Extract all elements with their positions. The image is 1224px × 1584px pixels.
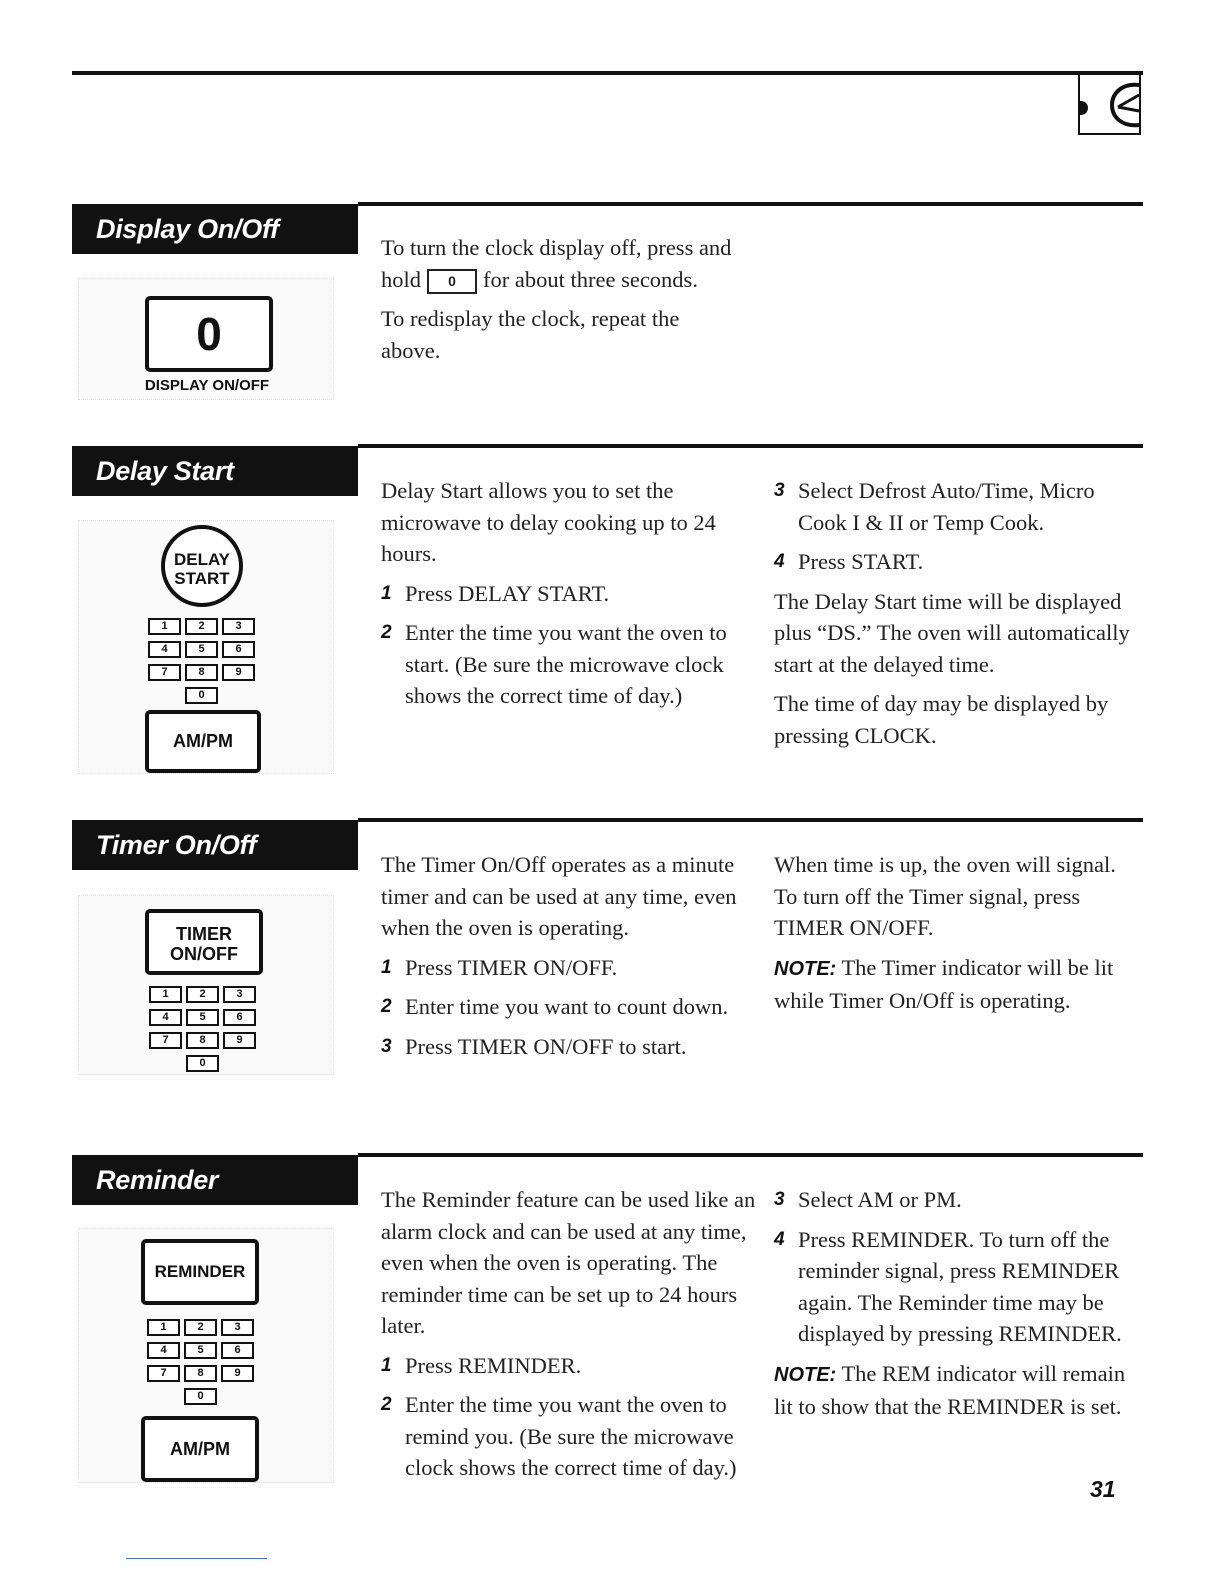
step-text: Enter time you want to count down. xyxy=(405,994,729,1019)
timer-key-line1: TIMER xyxy=(176,924,232,944)
section-title-timer: Timer On/Off xyxy=(72,820,358,870)
step-text: Press TIMER ON/OFF. xyxy=(405,954,618,980)
reminder-note xyxy=(774,1358,1144,1423)
step-number: 1 xyxy=(381,956,392,978)
delay-intro: Delay Start allows you to set the microwave to delay cooking up to 24 hours. xyxy=(381,478,716,566)
reminder-left-column xyxy=(381,1184,756,1492)
section-rule-timer xyxy=(358,818,1143,822)
numpad-key-5: 5 xyxy=(184,1342,217,1359)
step-text: Enter the time you want the oven to remind you. (Be sure the microwave clock shows the correct time of day.) xyxy=(405,1392,737,1480)
step-number: 1 xyxy=(381,1354,392,1376)
numpad-key-5: 5 xyxy=(186,1009,219,1026)
numpad-key-4: 4 xyxy=(147,1342,180,1359)
step-number: 3 xyxy=(774,1189,785,1210)
section-title-delay: Delay Start xyxy=(72,446,358,496)
delay-clock-paragraph: The time of day may be displayed by pressing CLOCK. xyxy=(774,691,1109,748)
delay-numpad xyxy=(148,618,258,708)
numpad-key-8: 8 xyxy=(186,1032,219,1049)
ampm-key: AM/PM xyxy=(145,710,261,773)
section-rule-display xyxy=(358,202,1143,206)
timer-right-column xyxy=(774,849,1129,1025)
numpad-key-1: 1 xyxy=(147,1319,180,1336)
numpad-key-9: 9 xyxy=(223,1032,256,1049)
numpad-key-1: 1 xyxy=(148,618,181,635)
numpad-key-7: 7 xyxy=(147,1365,180,1382)
reminder-right-column xyxy=(774,1184,1144,1431)
page-number: 31 xyxy=(1090,1476,1116,1502)
ampm-key: AM/PM xyxy=(141,1416,259,1482)
timer-key-line2: ON/OFF xyxy=(170,944,238,964)
numpad-key-3: 3 xyxy=(221,1319,254,1336)
step-number: 2 xyxy=(381,622,392,643)
numpad-key-3: 3 xyxy=(223,986,256,1003)
numpad-key-6: 6 xyxy=(222,641,255,658)
display-p1-text: To turn the clock display off, press and hold xyxy=(381,235,732,292)
timer-intro: The Timer On/Off operates as a minute timer and can be used at any time, even when the oven is operating. xyxy=(381,852,737,940)
step-text: Press TIMER ON/OFF to start. xyxy=(405,1033,687,1059)
display-key-illustration xyxy=(78,278,334,400)
numpad-key-8: 8 xyxy=(184,1365,217,1382)
numpad-key-8: 8 xyxy=(185,664,218,681)
step-text: Press REMINDER. xyxy=(405,1352,582,1378)
numpad-key-6: 6 xyxy=(223,1009,256,1026)
timer-step-2 xyxy=(381,991,751,1023)
reminder-key: REMINDER xyxy=(141,1239,259,1305)
reminder-step-1 xyxy=(381,1350,756,1382)
step-text: Press REMINDER. To turn off the reminder signal, press REMINDER again. The Reminder time may be displayed by pressing REMINDER. xyxy=(798,1226,1122,1346)
display-key-caption: DISPLAY ON/OFF xyxy=(144,377,270,394)
step-text: Enter the time you want the oven to start. (Be sure the microwave clock shows the correct time of day.) xyxy=(405,620,727,708)
delay-start-key xyxy=(161,525,243,607)
step-number: 3 xyxy=(381,1035,392,1057)
reminder-step-2 xyxy=(381,1389,756,1484)
delay-step-1 xyxy=(381,578,751,610)
numpad-key-5: 5 xyxy=(185,641,218,658)
numpad-key-3: 3 xyxy=(222,618,255,635)
step-text: Press START. xyxy=(798,549,924,574)
step-number: 3 xyxy=(774,480,785,501)
delay-step-4 xyxy=(774,546,1139,578)
step-text: Press DELAY START. xyxy=(405,580,610,606)
numpad-key-9: 9 xyxy=(222,664,255,681)
note-text: The REM indicator will remain lit to show that the REMINDER is set. xyxy=(774,1360,1126,1419)
timer-left-column xyxy=(381,849,751,1070)
numpad-key-2: 2 xyxy=(184,1319,217,1336)
display-p1-text-end: for about three seconds. xyxy=(483,266,698,292)
section-rule-reminder xyxy=(358,1153,1143,1157)
numpad-key-9: 9 xyxy=(221,1365,254,1382)
microwave-logo-icon xyxy=(1106,77,1142,131)
numpad-key-1: 1 xyxy=(149,986,182,1003)
section-rule-delay xyxy=(358,444,1143,448)
timer-key-illustration xyxy=(78,895,334,1075)
timer-signal-paragraph: When time is up, the oven will signal. To turn off the Timer signal, press TIMER ON/OFF. xyxy=(774,852,1116,940)
step-text: Select AM or PM. xyxy=(798,1187,962,1212)
corner-dot xyxy=(1078,101,1088,115)
section-title-display: Display On/Off xyxy=(72,204,358,254)
inline-zero-key: 0 xyxy=(427,269,477,294)
delay-key-illustration xyxy=(78,520,334,774)
numpad-key-4: 4 xyxy=(149,1009,182,1026)
section-title-reminder: Reminder xyxy=(72,1155,358,1205)
delay-left-column xyxy=(381,475,751,720)
numpad-key-2: 2 xyxy=(185,618,218,635)
step-number: 2 xyxy=(381,996,392,1017)
top-rule xyxy=(72,71,1143,75)
timer-numpad xyxy=(149,986,259,1076)
step-number: 2 xyxy=(381,1394,392,1415)
display-text-column xyxy=(381,232,741,374)
delay-step-3 xyxy=(774,475,1139,538)
numpad-key-0: 0 xyxy=(185,687,218,704)
numpad-key-4: 4 xyxy=(148,641,181,658)
note-label: NOTE: xyxy=(774,957,837,980)
timer-on-off-key xyxy=(145,909,263,975)
corner-tab xyxy=(1078,73,1141,135)
step-number: 4 xyxy=(774,1228,785,1250)
delay-key-line2: START xyxy=(174,569,230,588)
reminder-step-4 xyxy=(774,1224,1144,1350)
reminder-intro: The Reminder feature can be used like an alarm clock and can be used at any time, even when the oven is operating. The reminder time can be set up to 24 hours later. xyxy=(381,1187,756,1338)
delay-ds-paragraph: The Delay Start time will be displayed plus “DS.” The oven will automatically start at the delayed time. xyxy=(774,588,1130,677)
numpad-key-7: 7 xyxy=(148,664,181,681)
step-number: 4 xyxy=(774,551,785,572)
reminder-numpad xyxy=(147,1319,257,1409)
numpad-key-0: 0 xyxy=(184,1388,217,1405)
reminder-step-3 xyxy=(774,1184,1144,1216)
reminder-key-illustration xyxy=(78,1228,334,1483)
display-paragraph-1 xyxy=(381,232,741,295)
step-text: Select Defrost Auto/Time, Micro Cook I & II or Temp Cook. xyxy=(798,478,1095,535)
delay-right-column xyxy=(774,475,1139,759)
delay-step-2 xyxy=(381,617,751,712)
delay-key-line1: DELAY xyxy=(173,550,231,569)
step-number: 1 xyxy=(381,582,392,604)
numpad-key-0: 0 xyxy=(186,1055,219,1072)
timer-note xyxy=(774,952,1129,1017)
timer-step-1 xyxy=(381,952,751,984)
note-label: NOTE: xyxy=(774,1363,837,1386)
bottom-link-line xyxy=(126,1558,267,1559)
display-paragraph-2: To redisplay the clock, repeat the above. xyxy=(381,306,680,363)
note-text: The Timer indicator will be lit while Timer On/Off is operating. xyxy=(774,954,1114,1013)
numpad-key-6: 6 xyxy=(221,1342,254,1359)
timer-step-3 xyxy=(381,1031,751,1063)
numpad-key-7: 7 xyxy=(149,1032,182,1049)
numpad-key-2: 2 xyxy=(186,986,219,1003)
zero-key: 0 xyxy=(145,296,273,372)
